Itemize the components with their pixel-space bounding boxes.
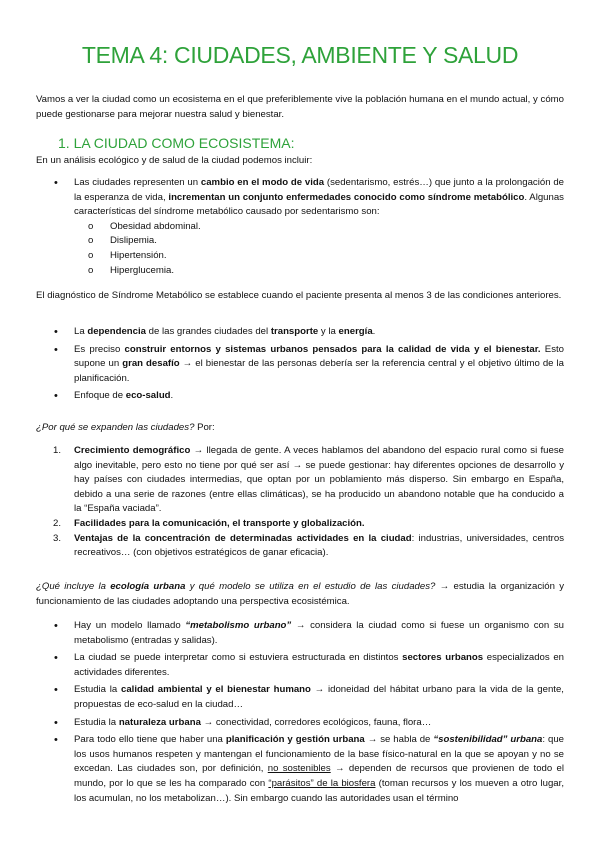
intro-paragraph: Vamos a ver la ciudad como un ecosistema en el que preferiblemente vive la población humana en el mundo actual, y cómo puede gestionarse para mejorar nuestra salud y bienestar. [36,94,564,120]
list-item: • La dependencia de las grandes ciudades del transporte y la energía. [36,325,564,340]
list-item: • Es preciso construir entornos y sistemas urbanos pensados para la calidad de vida y el bienestar. Esto supone un gran desafío → el bienestar de las personas debería ser la referencia central y el objetivo último de la planificación. [36,343,564,387]
list-item: 2. Facilidades para la comunicación, el transporte y globalización. [53,517,365,529]
list-item: • Estudia la calidad ambiental y el bienestar humano → idoneidad del hábitat urbano para la vida de la gente, propuestas de eco-salud en la ciudad… [36,683,564,712]
analysis-list [36,176,564,278]
section-lead: En un análisis ecológico y de salud de la ciudad podemos incluir: [36,155,313,166]
list-item: o Obesidad abdominal. [88,220,564,235]
list-item: o Hiperglucemia. [88,264,564,279]
list-item: • Hay un modelo llamado “metabolismo urbano” → considera la ciudad como si fuese un organismo con su metabolismo (entradas y salidas). [36,619,564,648]
dependency-list [36,325,564,404]
ecology-list [36,619,564,806]
list-item: • Para todo ello tiene que haber una planificación y gestión urbana → se habla de “sostenibilidad” urbana: que los usos humanos respeten y mantengan el funcionamiento de la base físico-natural en la que se apoyan y no se excedan. Las ciudades son, por definición, no sostenibles → dependen de recursos que provienen de todo el mundo, por lo que se les ha comparado con “parásitos” de la biosfera (toman recursos y los mueven a otro lugar, los acumulan, no los metabolizan…). Sin embargo cuando las autoridades usan el término [36,733,564,806]
list-item: • Estudia la naturaleza urbana → conectividad, corredores ecológicos, fauna, flora… [36,716,564,731]
list-item: o Hipertensión. [88,249,564,264]
section-heading: 1. LA CIUDAD COMO ECOSISTEMA: [58,135,295,151]
diagnosis-paragraph: El diagnóstico de Síndrome Metabólico se establece cuando el paciente presenta al menos 3 de las condiciones anteriores. [36,290,562,301]
list-item: • Las ciudades representen un cambio en el modo de vida (sedentarismo, estrés…) que junto a la prolongación de la esperanza de vida, incrementan un conjunto enfermedades conocido como síndrome metabólico. Algunas características del síndrome metabólico causado por sedentarismo son: [36,176,564,220]
metabolic-features-list [88,220,564,278]
list-item: o Dislipemia. [88,234,564,249]
ecology-question: ¿Qué incluye la ecología urbana y qué modelo se utiliza en el estudio de las ciudades? → estudia la organización y funcionamiento de las ciudades adoptando una perspectiva ecosistémica. [36,581,565,607]
list-item: • Enfoque de eco-salud. [36,389,564,404]
page-title: TEMA 4: CIUDADES, AMBIENTE Y SALUD [81,42,519,68]
expand-question: ¿Por qué se expanden las ciudades? Por: [36,422,215,433]
expand-reasons-list [36,444,564,561]
list-item: 1. Crecimiento demográfico → llegada de gente. A veces hablamos del abandono del espacio rural como si fuese algo inevitable, pero esto no tiene por qué ser así → se puede gestionar: hay diferentes opciones de desarrollo y hay países con ciudades intermedias, que optan por un poblamiento más disperso. Sin embargo en España, debido a una serie de razones (entre ellas climáticas), se ha producido un abandono notable que ha conducido a la “España vaciada”. [53,445,564,515]
list-item: 3. Ventajas de la concentración de determinadas actividades en la ciudad: industrias, universidades, centros recreativos… (con objetivos estratégicos de ganar eficacia). [53,532,564,559]
list-item: • La ciudad se puede interpretar como si estuviera estructurada en distintos sectores urbanos especializados en actividades diferentes. [36,651,564,680]
